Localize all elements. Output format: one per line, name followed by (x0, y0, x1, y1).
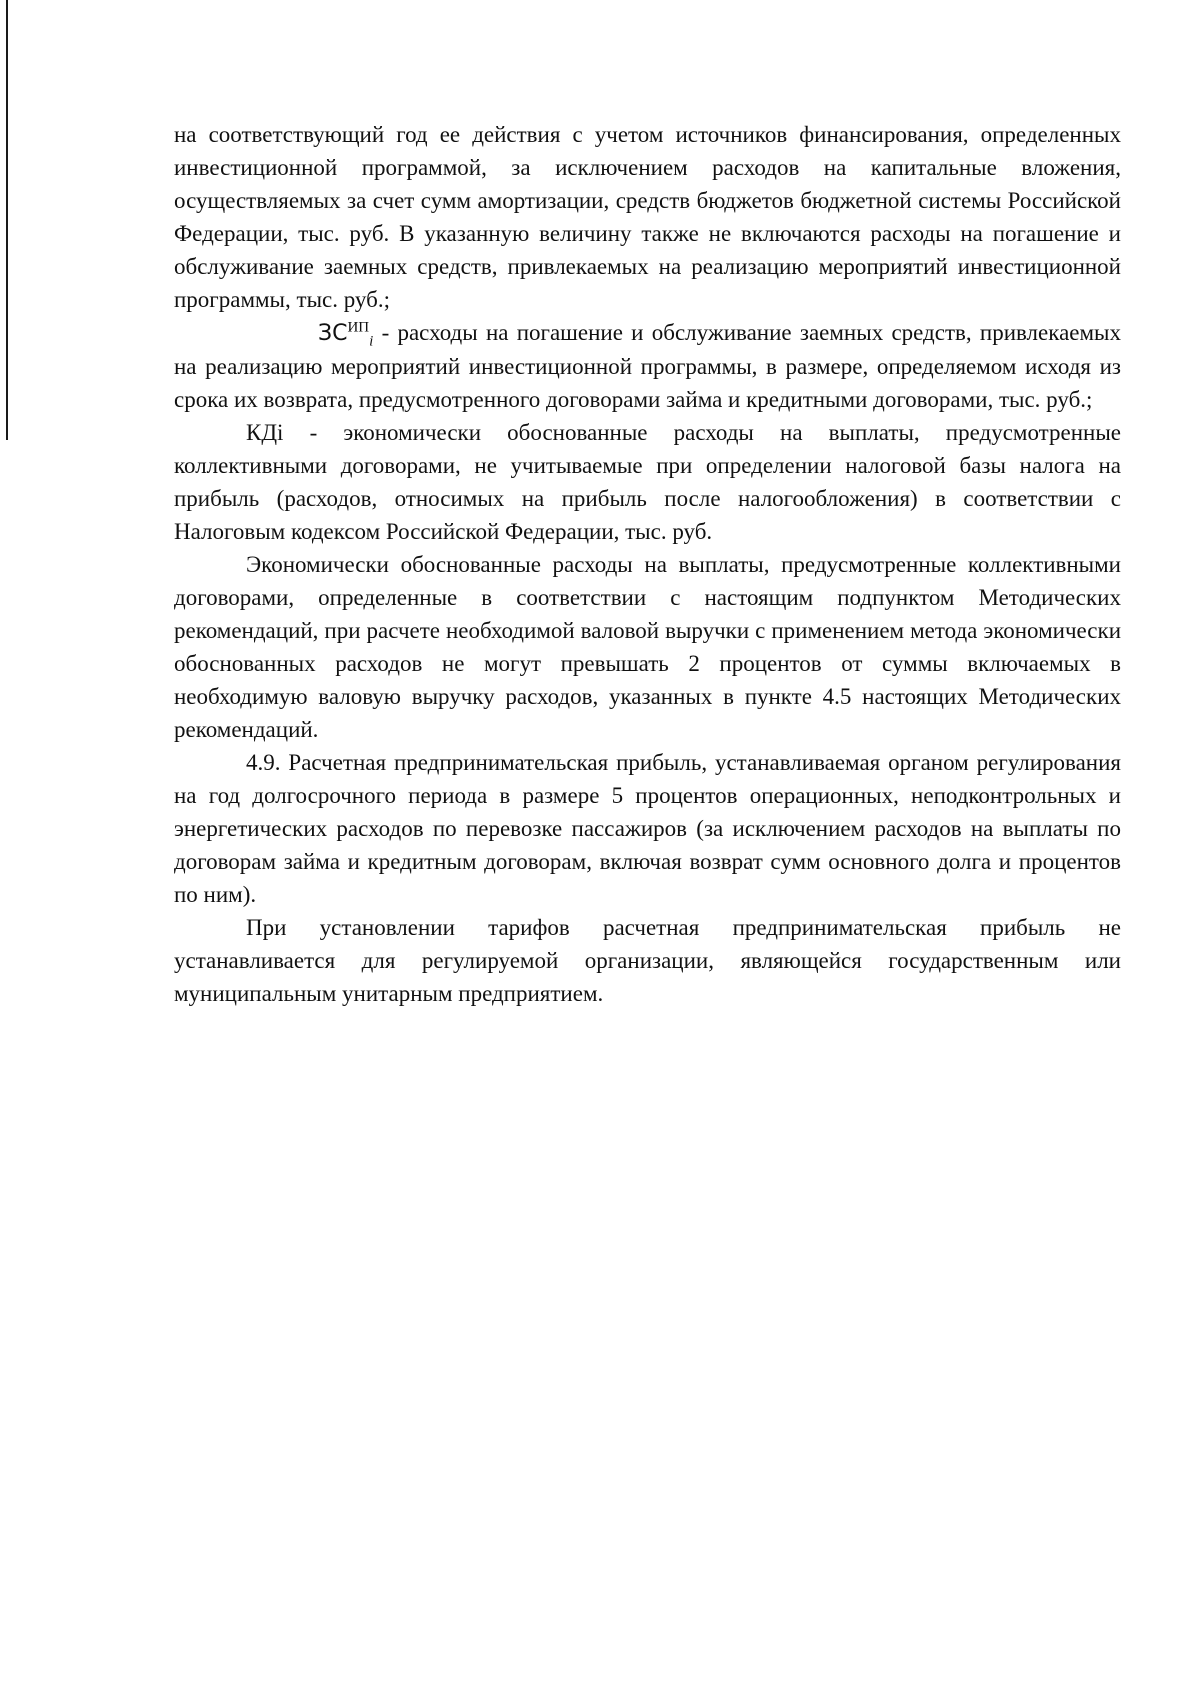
paragraph-zs-text: - расходы на погашение и обслуживание заемных средств, привлекаемых на реализацию мероприятий инвестиционной программы, в размере, определяемом исходя из срока их возврата, предусмотренного договорами займа и кредитными договорами, тыс. руб.; (174, 320, 1121, 412)
paragraph-collective-agreements: Экономически обоснованные расходы на выплаты, предусмотренные коллективными договорами, определенные в соответствии с настоящим подпунктом Методических рекомендаций, при расчете необходимой валовой выручки с применением метода экономически обоснованных расходов не могут превышать 2 процентов от суммы включаемых в необходимую валовую выручку расходов, указанных в пункте 4.5 настоящих Методических рекомендаций. (174, 552, 1121, 742)
paragraph-tariffs: При установлении тарифов расчетная предпринимательская прибыль не устанавливается для регулируемой организации, являющейся государственным или муниципальным унитарным предприятием. (174, 915, 1121, 1006)
formula-symbol-superscript: ИП (347, 319, 370, 336)
formula-symbol-base: ЗС (318, 321, 348, 346)
paragraph-continuation: на соответствующий год ее действия с учетом источников финансирования, определенных инвестиционной программой, за исключением расходов на капитальные вложения, осуществляемых за счет сумм амортизации, средств бюджетов бюджетной системы Российской Федерации, тыс. руб. В указанную величину также не включаются расходы на погашение и обслуживание заемных средств, привлекаемых на реализацию мероприятий инвестиционной программы, тыс. руб.; (174, 122, 1121, 312)
formula-symbol-zs (246, 316, 373, 350)
paragraph-kd-definition: КДі - экономически обоснованные расходы на выплаты, предусмотренные коллективными договорами, не учитываемые при определении налоговой базы налога на прибыль (расходов, относимых на прибыль после налогообложения) в соответствии с Налоговым кодексом Российской Федерации, тыс. руб. (174, 420, 1121, 544)
document-body (174, 118, 1121, 1010)
paragraph-4-9: 4.9. Расчетная предпринимательская прибыль, устанавливаемая органом регулирования на год долгосрочного периода в размере 5 процентов операционных, неподконтрольных и энергетических расходов по перевозке пассажиров (за исключением расходов на выплаты по договорам займа и кредитным договорам, включая возврат сумм основного долга и процентов по ним). (174, 750, 1121, 907)
paragraph-zs-definition (174, 316, 1121, 416)
formula-symbol-subscript: i (369, 333, 374, 350)
scan-edge-line (6, 0, 8, 440)
